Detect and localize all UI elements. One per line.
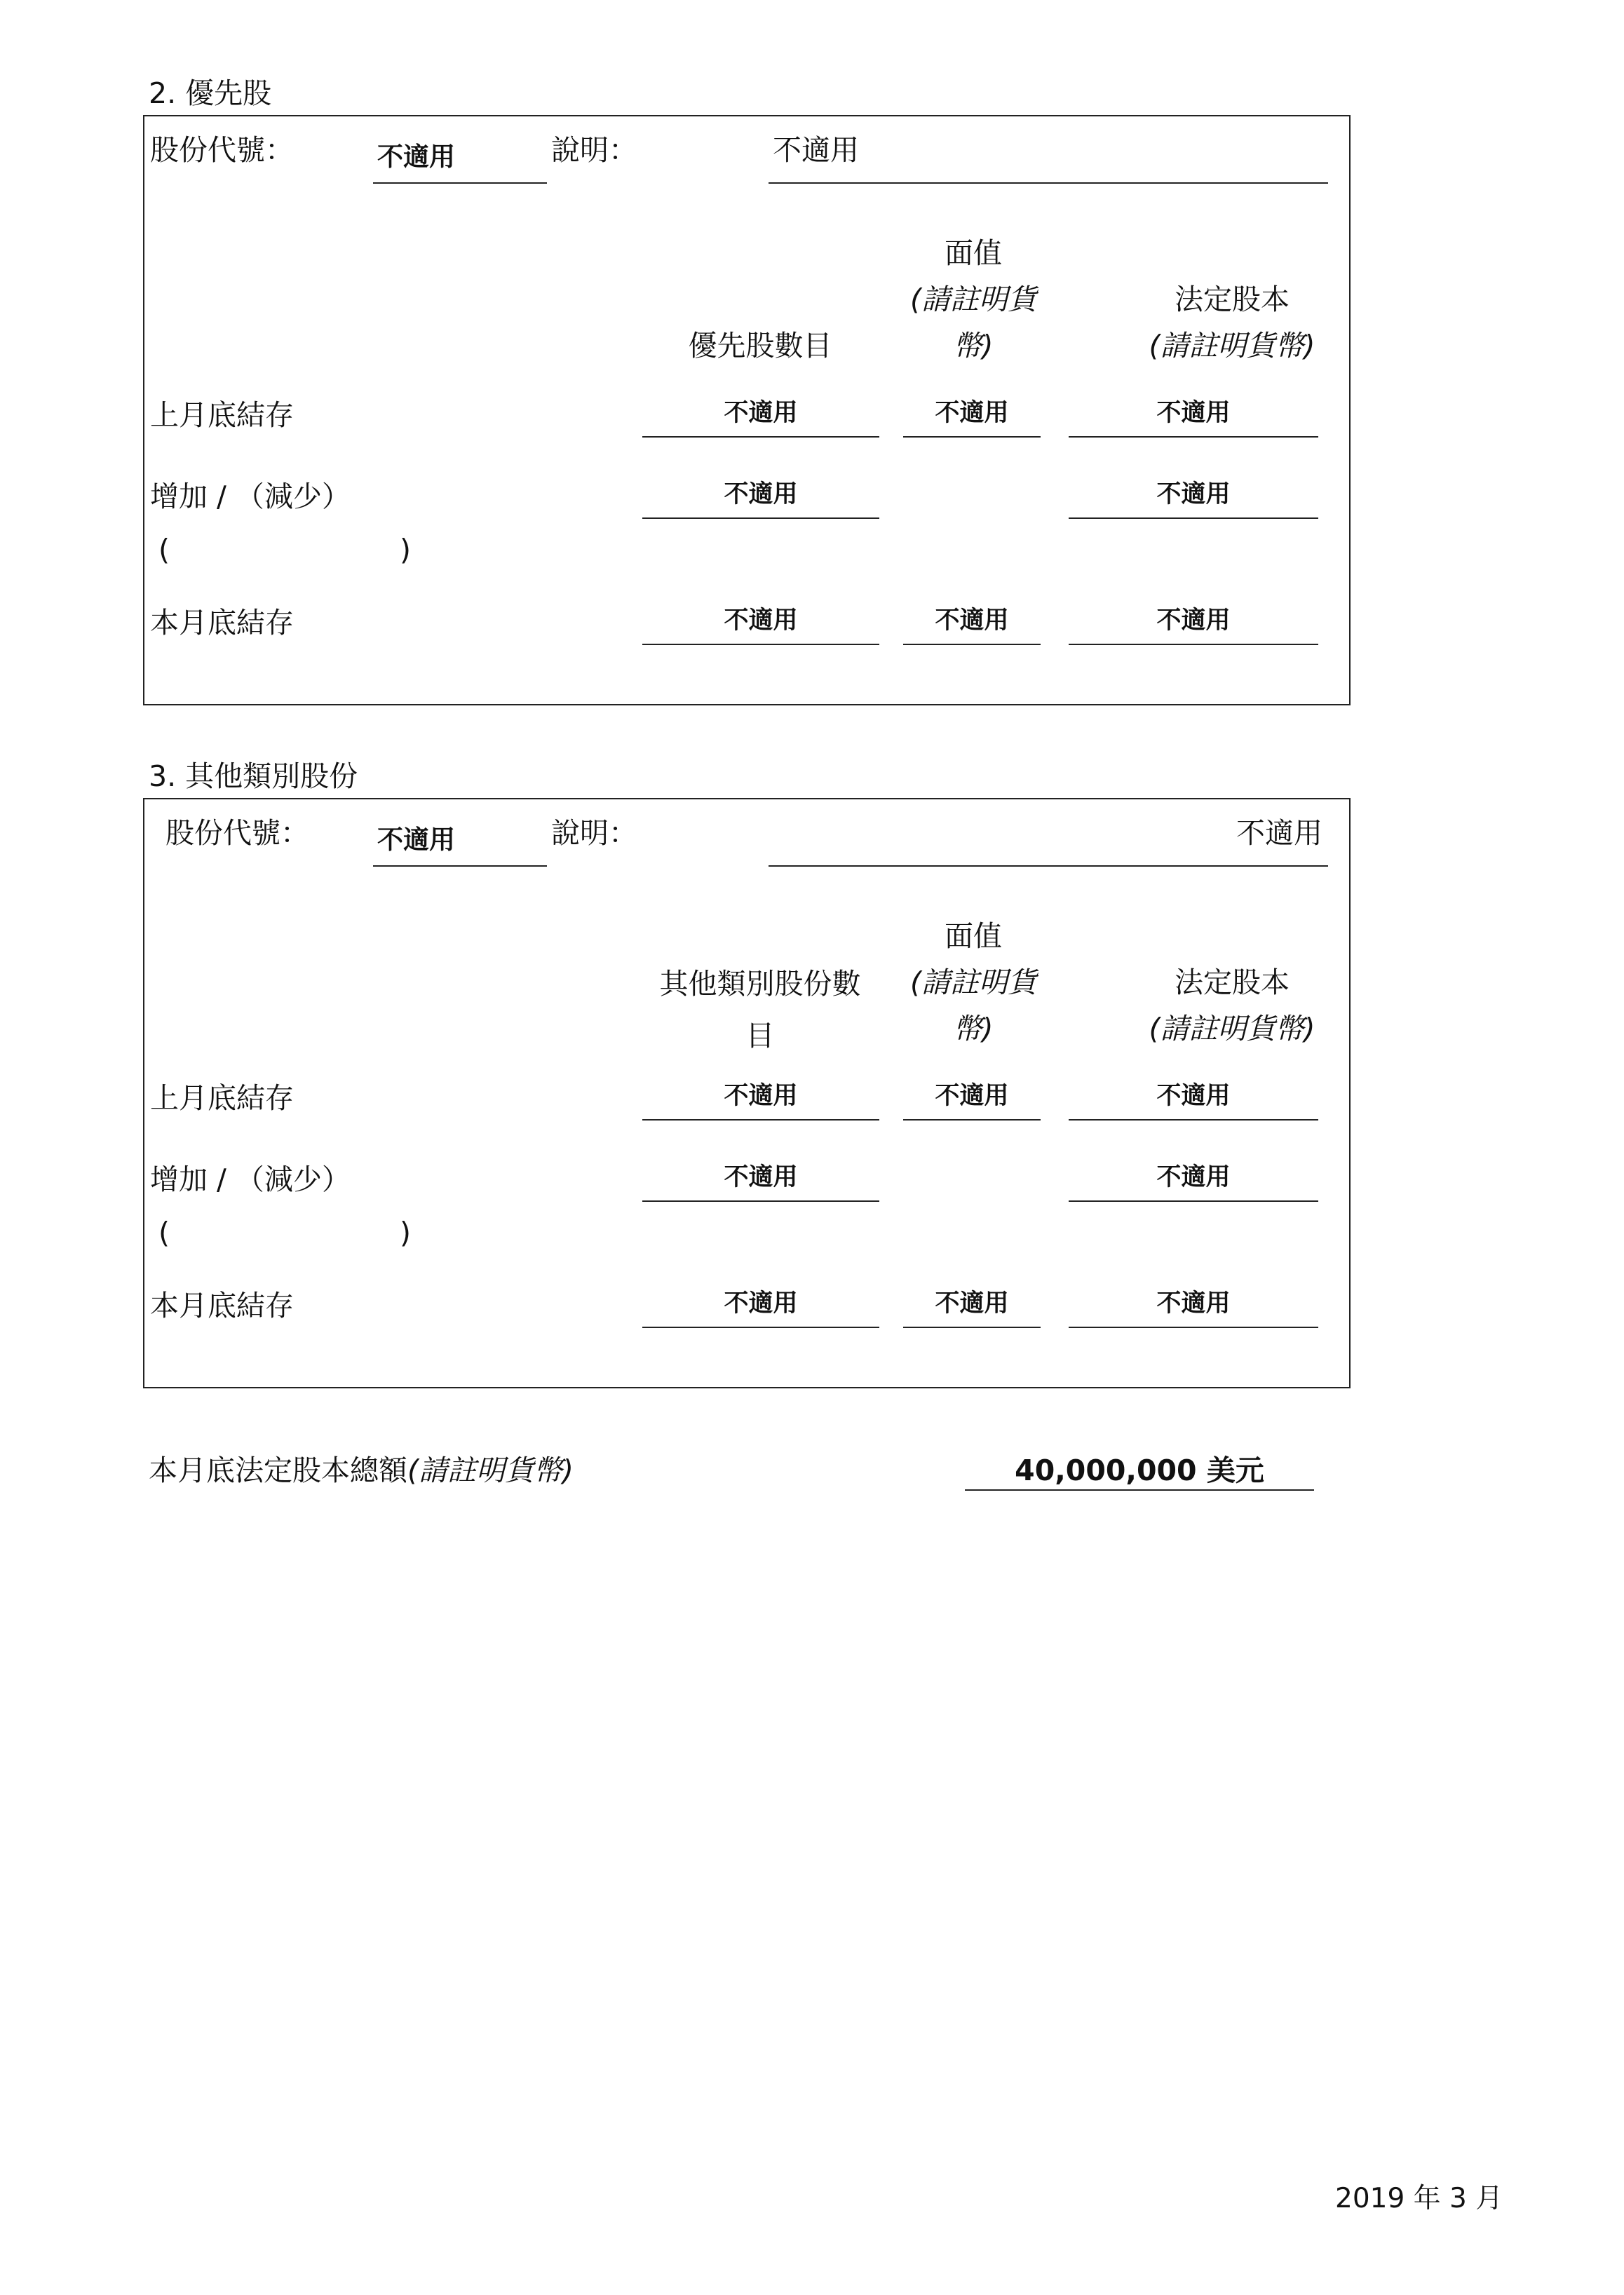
change-paren-close: ) [400, 1216, 411, 1250]
change-count: 不適用 [642, 1165, 879, 1202]
change-paren-open: ( [158, 533, 170, 567]
description-underline [769, 865, 1328, 867]
prev-balance-par: 不適用 [903, 401, 1041, 438]
col-header-count: 其他類別股份數 目 [659, 967, 861, 1052]
change-paren-close: ) [400, 533, 411, 567]
other-box [143, 798, 1351, 1388]
change-paren-open: ( [158, 1216, 170, 1250]
other-heading: 3. 其他類別股份 [149, 759, 358, 793]
total-authorized-value: 40,000,000 美元 [965, 1447, 1314, 1491]
preferred-box [143, 115, 1351, 705]
description-value: 不適用 [773, 133, 859, 167]
end-balance-par: 不適用 [903, 609, 1041, 645]
col-header-par: 面值 (請註明貨 幣) [910, 236, 1036, 363]
description-label: 說明： [551, 816, 637, 850]
col-header-authorized: 法定股本 (請註明貨幣) [1149, 966, 1315, 1045]
total-authorized-label: 本月底法定股本總額(請註明貨幣) [149, 1454, 574, 1487]
description-underline [769, 182, 1328, 184]
prev-balance-count: 不適用 [642, 401, 879, 438]
description-label: 說明： [551, 133, 637, 167]
preferred-heading: 2. 優先股 [149, 76, 272, 110]
share-code-underline [373, 865, 547, 867]
end-balance-authorized: 不適用 [1069, 1292, 1318, 1328]
share-code-value: 不適用 [377, 825, 455, 855]
description-value: 不適用 [1236, 816, 1322, 850]
row-label-change: 增加 / （減少） [150, 480, 351, 513]
end-balance-authorized: 不適用 [1069, 609, 1318, 645]
col-header-par: 面值 (請註明貨 幣) [910, 919, 1036, 1045]
prev-balance-authorized: 不適用 [1069, 401, 1318, 438]
prev-balance-authorized: 不適用 [1069, 1084, 1318, 1121]
end-balance-par: 不適用 [903, 1292, 1041, 1328]
row-label-prev-balance: 上月底結存 [150, 1081, 294, 1115]
share-code-underline [373, 182, 547, 184]
share-code-label: 股份代號： [165, 816, 309, 850]
footer-date: 2019 年 3 月 [1335, 2183, 1503, 2214]
share-code-value: 不適用 [377, 142, 455, 172]
col-header-count: 優先股數目 [688, 329, 832, 363]
prev-balance-par: 不適用 [903, 1084, 1041, 1121]
prev-balance-count: 不適用 [642, 1084, 879, 1121]
change-count: 不適用 [642, 482, 879, 519]
end-balance-count: 不適用 [642, 609, 879, 645]
share-code-label: 股份代號： [150, 133, 294, 167]
row-label-end-balance: 本月底結存 [150, 1289, 294, 1322]
change-authorized: 不適用 [1069, 1165, 1318, 1202]
end-balance-count: 不適用 [642, 1292, 879, 1328]
col-header-authorized: 法定股本 (請註明貨幣) [1149, 283, 1315, 363]
row-label-prev-balance: 上月底結存 [150, 398, 294, 432]
row-label-change: 增加 / （減少） [150, 1163, 351, 1196]
row-label-end-balance: 本月底結存 [150, 606, 294, 639]
change-authorized: 不適用 [1069, 482, 1318, 519]
